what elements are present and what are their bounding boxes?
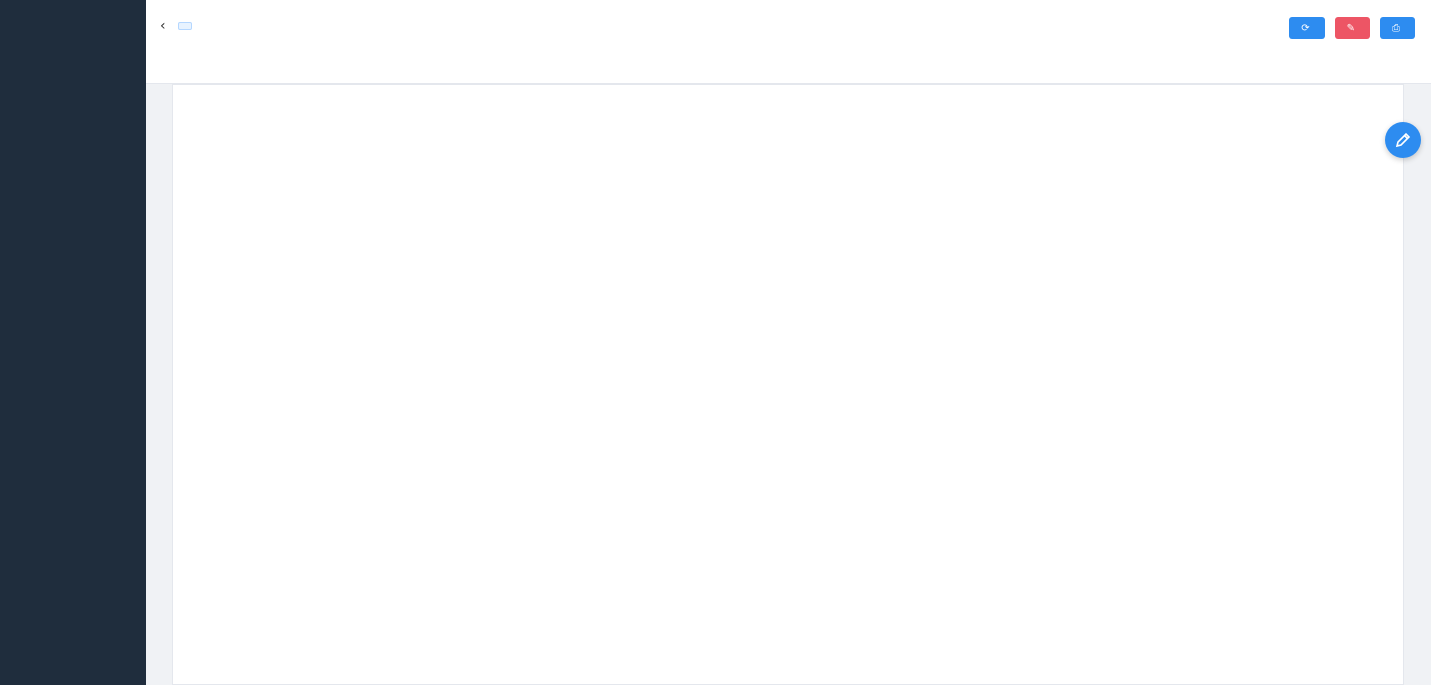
refresh-icon: ⟳ bbox=[1301, 22, 1310, 34]
table-scroll[interactable] bbox=[185, 84, 1391, 685]
browser-warning bbox=[0, 0, 146, 14]
main-area bbox=[146, 0, 1431, 685]
sidebar bbox=[0, 0, 146, 685]
toolbar bbox=[1289, 17, 1415, 39]
header bbox=[146, 0, 1431, 52]
printer-icon: ⎙ bbox=[1392, 22, 1400, 34]
content-panel bbox=[172, 84, 1404, 685]
print-button[interactable] bbox=[1380, 17, 1415, 39]
floating-edit-button[interactable] bbox=[1385, 122, 1421, 158]
pencil-icon bbox=[1394, 131, 1412, 149]
back-arrow-icon[interactable]: ‹ bbox=[160, 18, 166, 34]
refresh-button[interactable] bbox=[1289, 17, 1324, 39]
edit-icon: ✎ bbox=[1346, 22, 1355, 34]
revoke-button[interactable] bbox=[1335, 17, 1370, 39]
status-badge bbox=[178, 22, 192, 30]
tab-bar bbox=[146, 52, 1431, 84]
